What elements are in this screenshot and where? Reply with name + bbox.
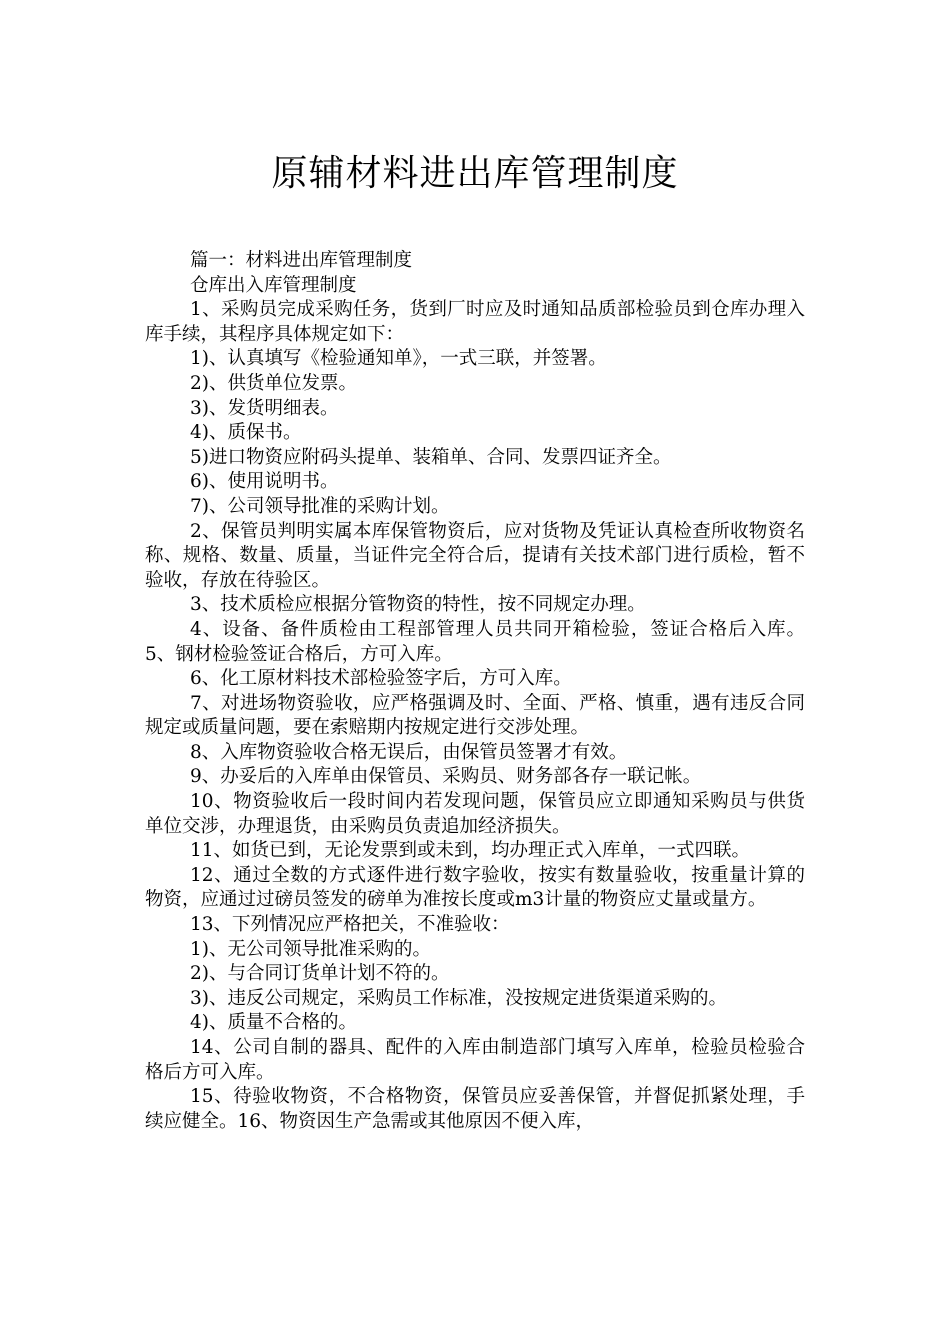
paragraph: 4)、质量不合格的。 xyxy=(190,1012,357,1034)
paragraph: 1)、无公司领导批准采购的。 xyxy=(190,938,431,960)
paragraph: 9、办妥后的入库单由保管员、采购员、财务部各存一联记帐。 xyxy=(190,766,702,788)
paragraph: 2)、与合同订货单计划不符的。 xyxy=(190,963,450,985)
paragraph: 7)、公司领导批准的采购计划。 xyxy=(190,495,450,517)
paragraph: 10、物资验收后一段时间内若发现问题，保管员应立即通知采购员与供货单位交涉，办理退货，由采购员负责追加经济损失。 xyxy=(145,791,805,837)
paragraph: 2)、供货单位发票。 xyxy=(190,372,357,394)
paragraph: 4、设备、备件质检由工程部管理人员共同开箱检验，签证合格后入库。5、钢材检验签证合格后，方可入库。 xyxy=(145,618,805,665)
paragraph: 6)、使用说明书。 xyxy=(190,471,339,493)
paragraph: 4)、质保书。 xyxy=(190,422,302,444)
paragraph: 篇一：材料进出库管理制度 xyxy=(190,250,413,271)
document-title: 原辅材料进出库管理制度 xyxy=(271,153,679,195)
document-body xyxy=(145,249,805,1134)
paragraph: 13、下列情况应严格把关，不准验收： xyxy=(190,914,510,936)
paragraph: 2、保管员判明实属本库保管物资后，应对货物及凭证认真检查所收物资名称、规格、数量、质量，当证件完全符合后，提请有关技术部门进行质检，暂不验收，存放在待验区。 xyxy=(145,520,805,591)
paragraph: 3)、发货明细表。 xyxy=(190,397,339,419)
paragraph: 14、公司自制的器具、配件的入库由制造部门填写入库单，检验员检验合格后方可入库。 xyxy=(145,1037,805,1083)
paragraph: 8、入库物资验收合格无误后，由保管员签署才有效。 xyxy=(190,741,628,763)
paragraph: 3、技术质检应根据分管物资的特性，按不同规定办理。 xyxy=(190,594,646,616)
paragraph: 6、化工原材料技术部检验签字后，方可入库。 xyxy=(190,668,572,690)
paragraph: 仓库出入库管理制度 xyxy=(190,274,357,296)
paragraph: 11、如货已到，无论发票到或未到，均办理正式入库单，一式四联。 xyxy=(190,840,751,862)
paragraph: 3)、违反公司规定，采购员工作标准，没按规定进货渠道采购的。 xyxy=(190,987,727,1009)
paragraph: 15、待验收物资，不合格物资，保管员应妥善保管，并督促抓紧处理，手续应健全。16、物资因生产急需或其他原因不便入库， xyxy=(145,1086,805,1132)
paragraph: 12、通过全数的方式逐件进行数字验收，按实有数量验收，按重量计算的物资，应通过过磅员签发的磅单为准按长度或m3计量的物资应丈量或量方。 xyxy=(145,864,805,911)
paragraph: 1、采购员完成采购任务，货到厂时应及时通知品质部检验员到仓库办理入库手续，其程序具体规定如下： xyxy=(145,299,805,345)
paragraph: 1)、认真填写《检验通知单》，一式三联，并签署。 xyxy=(190,348,607,370)
paragraph: 5)进口物资应附码头提单、装箱单、合同、发票四证齐全。 xyxy=(190,446,672,468)
paragraph: 7、对进场物资验收，应严格强调及时、全面、严格、慎重，遇有违反合同规定或质量问题，要在索赔期内按规定进行交涉处理。 xyxy=(145,692,805,739)
